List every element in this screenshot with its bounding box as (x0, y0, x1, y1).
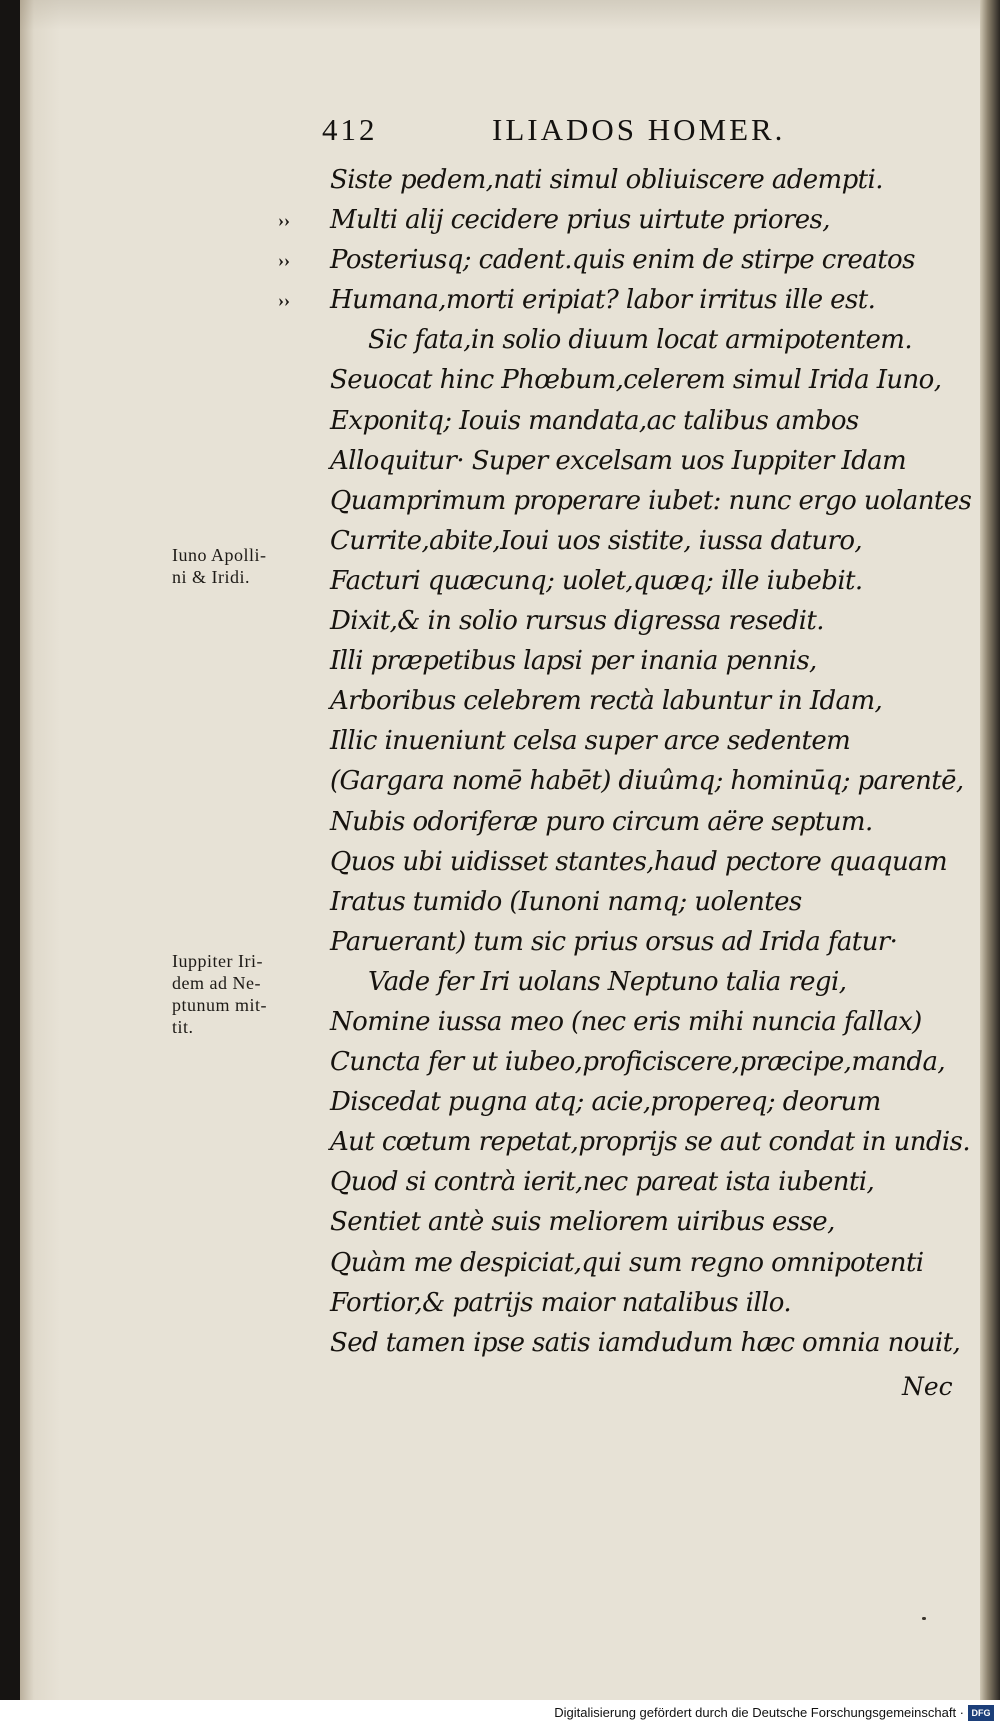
verse-line: Nomine iussa meo (nec eris mihi nuncia fallax) (330, 1006, 922, 1037)
verse-line: Humana,morti eripiat? labor irritus ille est. (330, 285, 876, 316)
verse-line: Quàm me despiciat,qui sum regno omnipotenti (330, 1247, 924, 1278)
verse-line: Currite,abite,Ioui uos sistite, iussa daturo, (330, 525, 863, 556)
verse-line: Seuocat hinc Phœbum,celerem simul Irida Iuno, (330, 365, 942, 396)
quote-marker: ›› (278, 210, 290, 231)
verse-line: Multi alij cecidere prius uirtute priores, (330, 205, 830, 236)
verse-line: Nubis odoriferæ puro circum aëre septum. (330, 806, 873, 837)
verse-line: Quamprimum properare iubet: nunc ergo uolantes (330, 485, 972, 516)
marginal-note-line: dem ad Ne- (172, 973, 261, 993)
verse-line: Sic fata,in solio diuum locat armipotentem. (368, 325, 913, 356)
verse-line: Illic inueniunt celsa super arce sedentem (330, 726, 851, 757)
funding-notice: Digitalisierung gefördert durch die Deutsche Forschungsgemeinschaft · (554, 1705, 964, 1720)
quote-marker: ›› (278, 290, 290, 311)
marginal-note-jupiter (172, 950, 267, 1038)
verse-line: Discedat pugna atq; acie,propereq; deorum (330, 1087, 881, 1118)
verse-line: Alloquitur· Super excelsam uos Iuppiter Idam (330, 445, 907, 476)
verse-line: Aut cœtum repetat,proprijs se aut condat in undis. (330, 1127, 971, 1158)
verse-line: (Gargara nomē habēt) diuûmq; hominūq; parentē, (330, 766, 964, 797)
verse-line: Exponitq; Iouis mandata,ac talibus ambos (330, 405, 859, 436)
quote-marker: ›› (278, 250, 290, 271)
verse-text (330, 160, 995, 1363)
digitization-footer (0, 1700, 1000, 1727)
verse-line: Dixit,& in solio rursus digressa resedit. (330, 606, 824, 637)
page-edge-shadow (980, 0, 1000, 1700)
ink-speck (922, 1617, 926, 1620)
verse-line: Paruerant) tum sic prius orsus ad Irida fatur· (330, 926, 898, 957)
verse-line: Quos ubi uidisset stantes,haud pectore quaquam (330, 846, 948, 877)
marginal-note-line: ptunum mit- (172, 995, 267, 1015)
marginal-note-line: Iuno Apolli- (172, 545, 267, 565)
verse-line: Sentiet antè suis meliorem uiribus esse, (330, 1207, 835, 1238)
verse-line: Siste pedem,nati simul obliuiscere adempti. (330, 165, 883, 195)
verse-line: Iratus tumido (Iunoni namq; uolentes (330, 886, 802, 917)
page-number: 412 (322, 112, 378, 147)
book-page (20, 0, 995, 1700)
quotation-markers (278, 160, 318, 320)
marginal-note-line: Iuppiter Iri- (172, 951, 263, 971)
running-header (322, 112, 842, 162)
catchword: Nec (902, 1372, 953, 1401)
verse-line: Posteriusq; cadent.quis enim de stirpe creatos (330, 245, 915, 276)
verse-line: Fortior,& patrijs maior natalibus illo. (330, 1287, 792, 1318)
marginal-note-line: ni & Iridi. (172, 567, 250, 587)
verse-line: Facturi quæcunq; uolet,quæq; ille iubebit. (330, 565, 863, 596)
marginal-note-juno (172, 544, 267, 588)
verse-line: Quod si contrà ierit,nec pareat ista iubenti, (330, 1167, 875, 1198)
verse-line: Arboribus celebrem rectà labuntur in Idam, (330, 686, 883, 717)
quote-marker (278, 160, 318, 200)
marginal-note-line: tit. (172, 1017, 194, 1037)
running-title: ILIADOS HOMER. (492, 112, 786, 147)
verse-line: Illi præpetibus lapsi per inania pennis, (330, 646, 817, 677)
verse-line: Vade fer Iri uolans Neptuno talia regi, (368, 966, 847, 997)
verse-line: Cuncta fer ut iubeo,proficiscere,præcipe,manda, (330, 1047, 946, 1078)
dfg-logo-icon: DFG (968, 1705, 994, 1721)
verse-line: Sed tamen ipse satis iamdudum hæc omnia nouit, (330, 1327, 961, 1358)
